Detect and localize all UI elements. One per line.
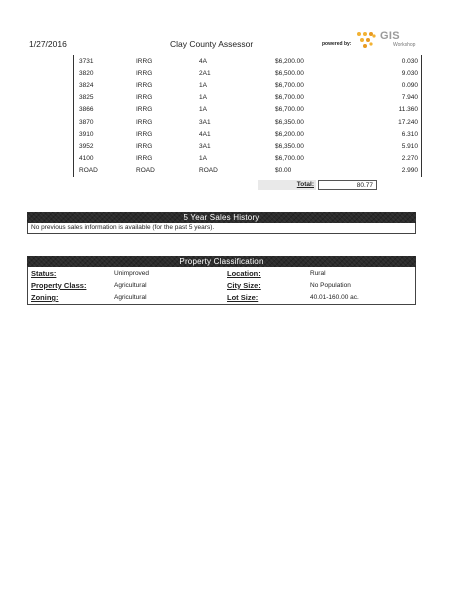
sales-history-message: No previous sales information is available (for the past 5 years). <box>27 223 416 234</box>
acres-cell: 11.360 <box>363 104 422 116</box>
soil-class-cell: 1A <box>199 155 207 163</box>
land-use-cell: IRRG <box>136 81 153 89</box>
status-value: Unimproved <box>114 270 150 277</box>
property-classification-panel <box>27 267 416 305</box>
table-row <box>74 153 422 165</box>
acres-cell: 9.030 <box>363 67 422 79</box>
land-use-cell: IRRG <box>136 142 153 150</box>
acres-cell: 7.940 <box>363 92 422 104</box>
soil-class-cell: 3A1 <box>199 118 211 126</box>
acres-cell: 17.240 <box>363 116 422 128</box>
soil-class-cell: 3A1 <box>199 142 211 150</box>
value-per-acre-cell: $6,700.00 <box>275 81 304 89</box>
table-row <box>74 116 422 128</box>
table-row <box>74 92 422 104</box>
gis-workshop-logo <box>356 28 430 52</box>
land-detail-table <box>73 55 422 177</box>
report-title: Clay County Assessor <box>170 39 254 49</box>
soil-class-cell: 1A <box>199 81 207 89</box>
value-per-acre-cell: $6,500.00 <box>275 69 304 77</box>
soil-class-cell: 2A1 <box>199 69 211 77</box>
soil-class-cell: 1A <box>199 94 207 102</box>
lot-size-label: Lot Size: <box>227 293 259 302</box>
total-value: 80.77 <box>318 180 377 190</box>
soil-class-cell: 4A <box>199 57 207 65</box>
value-per-acre-cell: $6,200.00 <box>275 130 304 138</box>
lot-size-value: 40.01-160.00 ac. <box>310 294 359 301</box>
logo-workshop-text: Workshop <box>393 42 416 48</box>
table-row <box>74 79 422 91</box>
zoning-value: Agricultural <box>114 294 147 301</box>
parcel-id-cell: 4100 <box>74 153 137 165</box>
value-per-acre-cell: $6,350.00 <box>275 142 304 150</box>
table-row <box>74 128 422 140</box>
parcel-id-cell: 3866 <box>74 104 137 116</box>
status-label: Status: <box>31 269 57 278</box>
zoning-label: Zoning: <box>31 293 59 302</box>
land-use-cell: IRRG <box>136 106 153 114</box>
land-use-cell: IRRG <box>136 155 153 163</box>
value-per-acre-cell: $6,200.00 <box>275 57 304 65</box>
parcel-id-cell: 3870 <box>74 116 137 128</box>
table-row <box>74 55 422 67</box>
parcel-id-cell: 3824 <box>74 79 137 91</box>
powered-by-label: powered by: <box>322 41 352 47</box>
sales-history-header: 5 Year Sales History <box>27 212 416 223</box>
acres-cell: 6.310 <box>363 128 422 140</box>
acres-cell: 0.030 <box>363 55 422 67</box>
acres-cell: 2.270 <box>363 153 422 165</box>
land-use-cell: IRRG <box>136 118 153 126</box>
value-per-acre-cell: $6,700.00 <box>275 106 304 114</box>
soil-class-cell: 4A1 <box>199 130 211 138</box>
land-use-cell: IRRG <box>136 130 153 138</box>
parcel-id-cell: 3820 <box>74 67 137 79</box>
land-use-cell: IRRG <box>136 94 153 102</box>
parcel-id-cell: 3731 <box>74 55 137 67</box>
table-row <box>74 165 422 177</box>
land-use-cell: IRRG <box>136 57 153 65</box>
logo-gis-text: GIS <box>380 30 400 42</box>
property-class-value: Agricultural <box>114 282 147 289</box>
parcel-id-cell: ROAD <box>74 165 137 177</box>
soil-class-cell: ROAD <box>199 167 218 175</box>
land-use-cell: ROAD <box>136 167 155 175</box>
property-class-label: Property Class: <box>31 281 87 290</box>
acres-cell: 5.910 <box>363 140 422 152</box>
acres-cell: 0.090 <box>363 79 422 91</box>
value-per-acre-cell: $6,700.00 <box>275 155 304 163</box>
property-classification-header: Property Classification <box>27 256 416 267</box>
table-row <box>74 67 422 79</box>
city-size-label: City Size: <box>227 281 261 290</box>
city-size-value: No Population <box>310 282 351 289</box>
value-per-acre-cell: $6,350.00 <box>275 118 304 126</box>
parcel-id-cell: 3952 <box>74 140 137 152</box>
table-row <box>74 140 422 152</box>
land-use-cell: IRRG <box>136 69 153 77</box>
location-label: Location: <box>227 269 261 278</box>
acres-cell: 2.990 <box>363 165 422 177</box>
report-date: 1/27/2016 <box>29 39 67 49</box>
value-per-acre-cell: $6,700.00 <box>275 94 304 102</box>
table-row <box>74 104 422 116</box>
location-value: Rural <box>310 270 326 277</box>
logo-dots-icon <box>356 30 378 50</box>
parcel-id-cell: 3825 <box>74 92 137 104</box>
total-label: Total: <box>258 180 316 190</box>
parcel-id-cell: 3910 <box>74 128 137 140</box>
soil-class-cell: 1A <box>199 106 207 114</box>
value-per-acre-cell: $0.00 <box>275 167 292 175</box>
